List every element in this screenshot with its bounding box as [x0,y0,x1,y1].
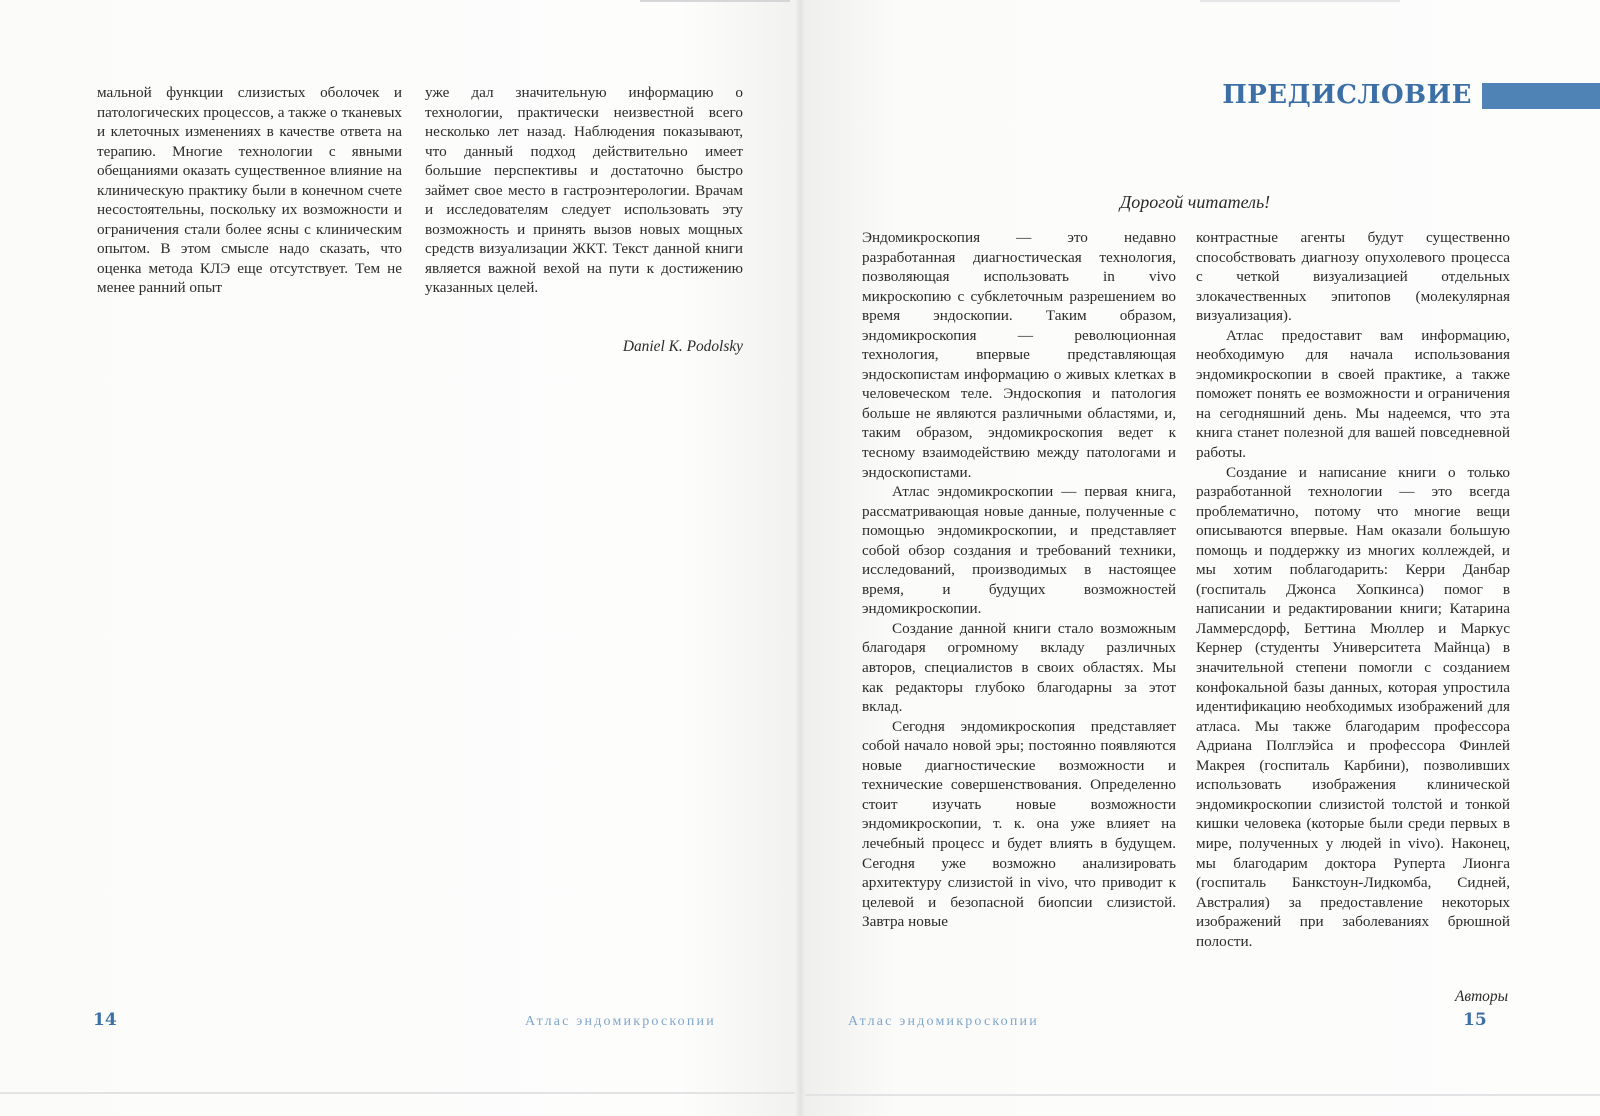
paragraph: контрастные агенты будут существенно способствовать диагнозу опухолевого процесса с четкой визуализацией отдельных злокачественных эпитопов (молекулярная визуализация). [1196,229,1510,325]
chapter-title: ПРЕДИСЛОВИЕ [1222,80,1472,110]
book-gutter [795,0,805,1116]
scan-edge-top [1200,0,1400,2]
right-text-column-1 [862,228,1176,932]
paragraph: уже дал значительную информацию о технологии, практически неизвестной всего несколько лет назад. Наблюдения показывают, что данный подход действительно имеет большие перспективы и достаточно быстро займет свое место в гастроэнтерологии. Врачам и исследователям следует использовать эту возможность и принять вызов новых мощных средств визуализации ЖКТ. Текст данной книги является важной вехой на пути к достижению указанных целей. [425,84,743,297]
scan-edge-bottom [805,1094,1600,1096]
running-title-right: Атлас эндомикроскопии [848,1014,1039,1029]
right-page [800,0,1600,1116]
left-text-column-2 [425,83,743,298]
scan-edge-top [640,0,790,2]
paragraph: Сегодня эндомикроскопия представляет собой начало новой эры; постоянно появляются новые диагностические возможности и технические совершенствования. Определенно стоит изучать новые возможности эндомикроскопии, т. к. она уже влияет на лечебный процесс и будет влиять в будущем. Сегодня уже возможно анализировать архитектуру слизистой in vivo, что приводит к целевой и безопасной биопсии слизистой. Завтра новые [862,717,1176,931]
left-text-column-1 [97,83,402,298]
chapter-heading [800,80,1600,110]
heading-accent-bar [1482,83,1600,109]
running-title-left: Атлас эндомикроскопии [525,1014,716,1029]
paragraph: Атлас эндомикроскопии — первая книга, рассматривающая новые данные, полученные с помощью эндомикроскопии, и представляет собой обзор создания и требований техники, исследований, производимых в настоящее время, и будущих возможностей эндомикроскопии. [862,483,1176,618]
paragraph: Эндомикроскопия — это недавно разработанная диагностическая технология, позволяющая использовать in vivo микроскопию с субклеточным разрешением во время эндоскопии. Таким образом, эндомикроскопия — революционная технология, впервые представляющая эндоскопистам информацию о живых клетках в человеческом теле. Эндоскопия и патология больше не являются различными областями, и, таким образом, эндомикроскопия ведет к тесному взаимодействию между патологами и эндоскопистами. [862,229,1176,481]
paragraph: Атлас предоставит вам информацию, необходимую для начала использования эндомикроскопии в своей практике, а также поможет понять ее возможности и ограничения на сегодняшний день. Мы надеемся, что эта книга станет полезной для вашей повседневной работы. [1196,326,1510,462]
page-number-right: 15 [1463,1010,1487,1030]
scan-edge-bottom [0,1092,795,1094]
preface-signature: Авторы [1454,988,1508,1005]
page-number-left: 14 [93,1010,117,1030]
right-text-column-2 [1196,228,1510,951]
greeting: Дорогой читатель! [1119,192,1271,212]
paragraph: Создание данной книги стало возможным благодаря огромному вкладу различных авторов, специалистов в своих областях. Мы как редакторы глубоко благодарны за этот вклад. [862,619,1176,716]
paragraph: мальной функции слизистых оболочек и патологических процессов, а также о тканевых и клеточных изменениях в качестве ответа на терапию. Многие технологии с явными обещаниями оказать существенное влияние на клиническую практику были в конечном счете несостоятельны, поскольку их возможности и ограничения стали более ясны с клиническим опытом. В этом смысле надо сказать, что оценка метода КЛЭ еще отсутствует. Тем не менее ранний опыт [97,84,402,297]
paragraph: Создание и написание книги о только разработанной технологии — это всегда проблематично, потому что многие вещи описываются впервые. Нам оказали большую помощь и поддержку из многих коллеждей, и мы хотим поблагодарить: Керри Данбар (госпиталь Джонса Хопкинса) помог в написании и редактировании книги; Катарина Ламмерсдорф, Беттина Мюллер и Маркус Кернер (студенты Университета Майнца) в значительной степени помогли с созданием конфокальной базы данных, которая упростила идентификацию необходимых изображений для атласа. Мы также благодарим профессора Адриана Полглэйса и профессора Финлей Макрея (госпиталь Карбини), позволивших использовать изображения клинической эндомикроскопии слизистой толстой и тонкой кишки человека (которые были среди первых в мире, полученных у людей in vivo). Наконец, мы благодарим доктора Руперта Лионга (госпиталь Банкстоун-Лидкомба, Сидней, Австралия) за предоставление некоторых изображений при заболеваниях брюшной полости. [1196,463,1510,950]
foreword-signature: Daniel K. Podolsky [622,338,743,355]
